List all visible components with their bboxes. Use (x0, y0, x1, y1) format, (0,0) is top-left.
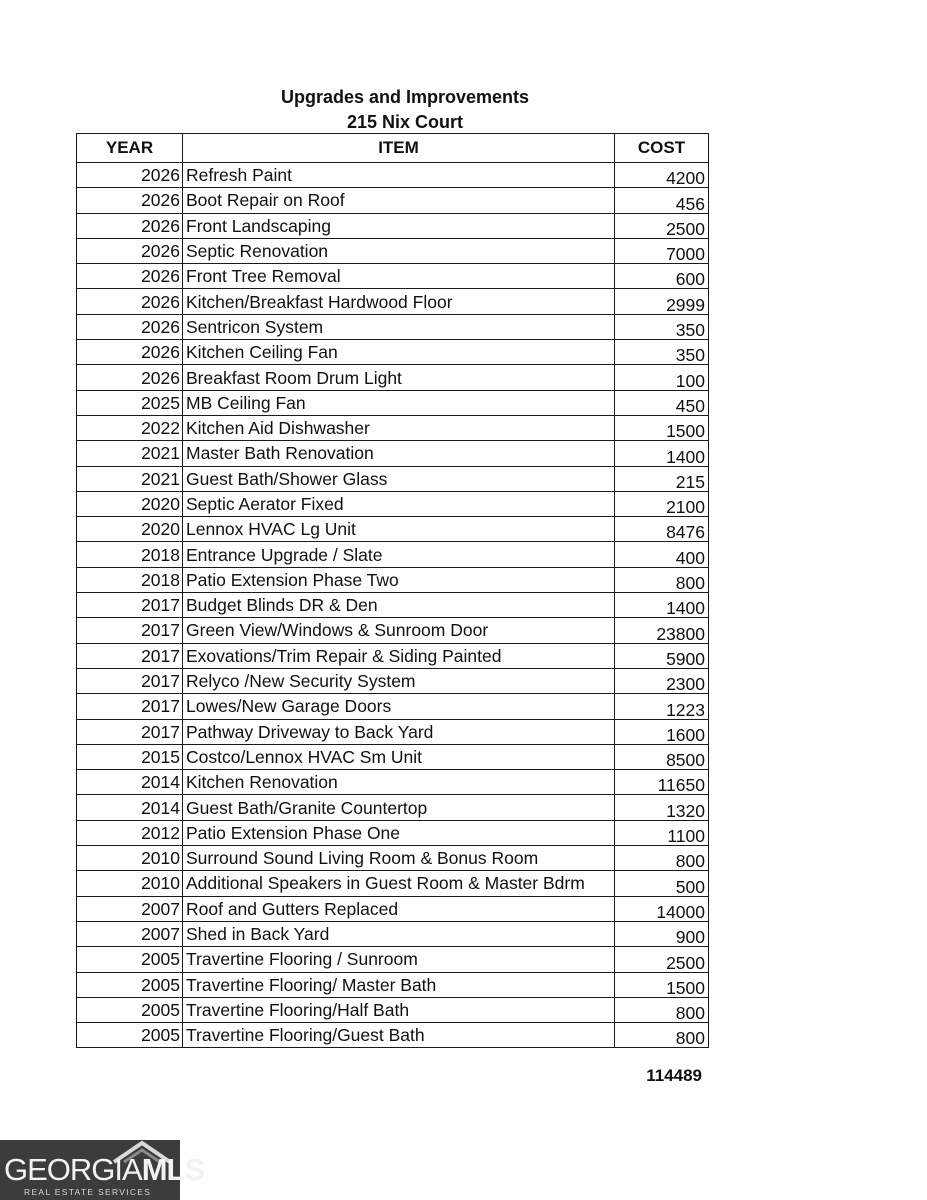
row-cost: 100 (615, 365, 709, 390)
column-header-cost: COST (615, 134, 709, 163)
table-row (77, 896, 709, 921)
row-item: Kitchen Aid Dishwasher (183, 415, 615, 440)
table-row (77, 314, 709, 339)
row-item: Exovations/Trim Repair & Siding Painted (183, 643, 615, 668)
logo-tagline: REAL ESTATE SERVICES (24, 1187, 152, 1197)
row-year: 2015 (77, 744, 183, 769)
table-row (77, 643, 709, 668)
row-cost: 1400 (615, 441, 709, 466)
row-year: 2017 (77, 668, 183, 693)
row-cost: 1600 (615, 719, 709, 744)
row-year: 2012 (77, 820, 183, 845)
row-year: 2010 (77, 846, 183, 871)
row-year: 2007 (77, 921, 183, 946)
row-cost: 450 (615, 390, 709, 415)
row-item: Guest Bath/Shower Glass (183, 466, 615, 491)
row-cost: 800 (615, 997, 709, 1022)
table-row (77, 846, 709, 871)
row-year: 2026 (77, 264, 183, 289)
row-item: Septic Aerator Fixed (183, 491, 615, 516)
row-cost: 2300 (615, 668, 709, 693)
table-row (77, 1023, 709, 1048)
table-row (77, 441, 709, 466)
row-item: Pathway Driveway to Back Yard (183, 719, 615, 744)
row-cost: 2500 (615, 947, 709, 972)
row-year: 2017 (77, 618, 183, 643)
table-row (77, 820, 709, 845)
row-year: 2022 (77, 415, 183, 440)
row-year: 2026 (77, 314, 183, 339)
table-row (77, 238, 709, 263)
row-cost: 23800 (615, 618, 709, 643)
table-row (77, 264, 709, 289)
row-item: Travertine Flooring / Sunroom (183, 947, 615, 972)
row-cost: 1320 (615, 795, 709, 820)
row-item: Travertine Flooring/Half Bath (183, 997, 615, 1022)
row-year: 2026 (77, 365, 183, 390)
row-year: 2026 (77, 238, 183, 263)
row-item: Refresh Paint (183, 163, 615, 188)
row-cost: 400 (615, 542, 709, 567)
row-item: MB Ceiling Fan (183, 390, 615, 415)
row-item: Roof and Gutters Replaced (183, 896, 615, 921)
table-row (77, 365, 709, 390)
total-cost: 114489 (646, 1066, 702, 1085)
row-cost: 800 (615, 846, 709, 871)
row-item: Lennox HVAC Lg Unit (183, 517, 615, 542)
row-item: Surround Sound Living Room & Bonus Room (183, 846, 615, 871)
row-year: 2021 (77, 466, 183, 491)
table-row (77, 744, 709, 769)
table-body (77, 163, 709, 1048)
row-cost: 350 (615, 314, 709, 339)
table-row (77, 719, 709, 744)
table-row (77, 921, 709, 946)
row-cost: 1500 (615, 972, 709, 997)
row-year: 2018 (77, 567, 183, 592)
row-year: 2017 (77, 694, 183, 719)
row-item: Green View/Windows & Sunroom Door (183, 618, 615, 643)
row-cost: 500 (615, 871, 709, 896)
table-row (77, 466, 709, 491)
row-cost: 14000 (615, 896, 709, 921)
row-year: 2017 (77, 719, 183, 744)
column-header-year: YEAR (77, 134, 183, 163)
georgia-mls-logo (0, 1140, 205, 1200)
row-year: 2026 (77, 188, 183, 213)
row-cost: 800 (615, 567, 709, 592)
row-cost: 8500 (615, 744, 709, 769)
table-row (77, 517, 709, 542)
row-item: Travertine Flooring/ Master Bath (183, 972, 615, 997)
row-cost: 600 (615, 264, 709, 289)
table-row (77, 795, 709, 820)
row-year: 2017 (77, 593, 183, 618)
row-item: Breakfast Room Drum Light (183, 365, 615, 390)
row-item: Entrance Upgrade / Slate (183, 542, 615, 567)
row-cost: 350 (615, 340, 709, 365)
table-row (77, 770, 709, 795)
table-row (77, 694, 709, 719)
row-year: 2026 (77, 340, 183, 365)
logo-brand-regular: GEORGIA (4, 1152, 142, 1187)
row-item: Master Bath Renovation (183, 441, 615, 466)
row-item: Lowes/New Garage Doors (183, 694, 615, 719)
table-row (77, 340, 709, 365)
row-cost: 4200 (615, 163, 709, 188)
column-header-item: ITEM (183, 134, 615, 163)
row-cost: 7000 (615, 238, 709, 263)
upgrades-table (76, 133, 709, 1048)
table-row (77, 542, 709, 567)
row-cost: 1400 (615, 593, 709, 618)
document-subtitle: 215 Nix Court (346, 112, 464, 132)
table-row (77, 163, 709, 188)
table-row (77, 997, 709, 1022)
table-row (77, 593, 709, 618)
table-row (77, 567, 709, 592)
table-row (77, 188, 709, 213)
row-item: Kitchen/Breakfast Hardwood Floor (183, 289, 615, 314)
row-item: Guest Bath/Granite Countertop (183, 795, 615, 820)
logo-wordmark (4, 1154, 204, 1186)
row-item: Patio Extension Phase One (183, 820, 615, 845)
row-year: 2026 (77, 289, 183, 314)
table-row (77, 289, 709, 314)
row-item: Front Landscaping (183, 213, 615, 238)
table-row (77, 491, 709, 516)
row-cost: 1100 (615, 820, 709, 845)
row-cost: 1223 (615, 694, 709, 719)
row-cost: 2100 (615, 491, 709, 516)
row-year: 2005 (77, 1023, 183, 1048)
row-year: 2021 (77, 441, 183, 466)
row-year: 2018 (77, 542, 183, 567)
row-year: 2014 (77, 795, 183, 820)
row-item: Additional Speakers in Guest Room & Master Bdrm (183, 871, 615, 896)
row-cost: 2999 (615, 289, 709, 314)
row-year: 2020 (77, 491, 183, 516)
row-item: Relyco /New Security System (183, 668, 615, 693)
table-row (77, 618, 709, 643)
table-row (77, 947, 709, 972)
row-cost: 8476 (615, 517, 709, 542)
table-row (77, 871, 709, 896)
table-row (77, 972, 709, 997)
row-item: Front Tree Removal (183, 264, 615, 289)
row-item: Travertine Flooring/Guest Bath (183, 1023, 615, 1048)
row-cost: 456 (615, 188, 709, 213)
row-year: 2026 (77, 213, 183, 238)
row-item: Patio Extension Phase Two (183, 567, 615, 592)
row-year: 2026 (77, 163, 183, 188)
row-cost: 215 (615, 466, 709, 491)
row-cost: 1500 (615, 415, 709, 440)
row-item: Costco/Lennox HVAC Sm Unit (183, 744, 615, 769)
row-cost: 2500 (615, 213, 709, 238)
logo-brand-bold: MLS (141, 1152, 205, 1187)
row-item: Budget Blinds DR & Den (183, 593, 615, 618)
row-cost: 800 (615, 1023, 709, 1048)
row-year: 2007 (77, 896, 183, 921)
row-year: 2020 (77, 517, 183, 542)
table-row (77, 668, 709, 693)
row-cost: 11650 (615, 770, 709, 795)
row-year: 2005 (77, 997, 183, 1022)
row-cost: 5900 (615, 643, 709, 668)
table-header-row (77, 134, 709, 163)
row-year: 2017 (77, 643, 183, 668)
row-year: 2025 (77, 390, 183, 415)
table-row (77, 390, 709, 415)
row-year: 2010 (77, 871, 183, 896)
row-year: 2005 (77, 972, 183, 997)
row-year: 2005 (77, 947, 183, 972)
row-item: Kitchen Ceiling Fan (183, 340, 615, 365)
row-year: 2014 (77, 770, 183, 795)
row-item: Septic Renovation (183, 238, 615, 263)
row-cost: 900 (615, 921, 709, 946)
row-item: Boot Repair on Roof (183, 188, 615, 213)
row-item: Kitchen Renovation (183, 770, 615, 795)
table-row (77, 415, 709, 440)
row-item: Shed in Back Yard (183, 921, 615, 946)
row-item: Sentricon System (183, 314, 615, 339)
table-row (77, 213, 709, 238)
document-title: Upgrades and Improvements (280, 87, 530, 107)
